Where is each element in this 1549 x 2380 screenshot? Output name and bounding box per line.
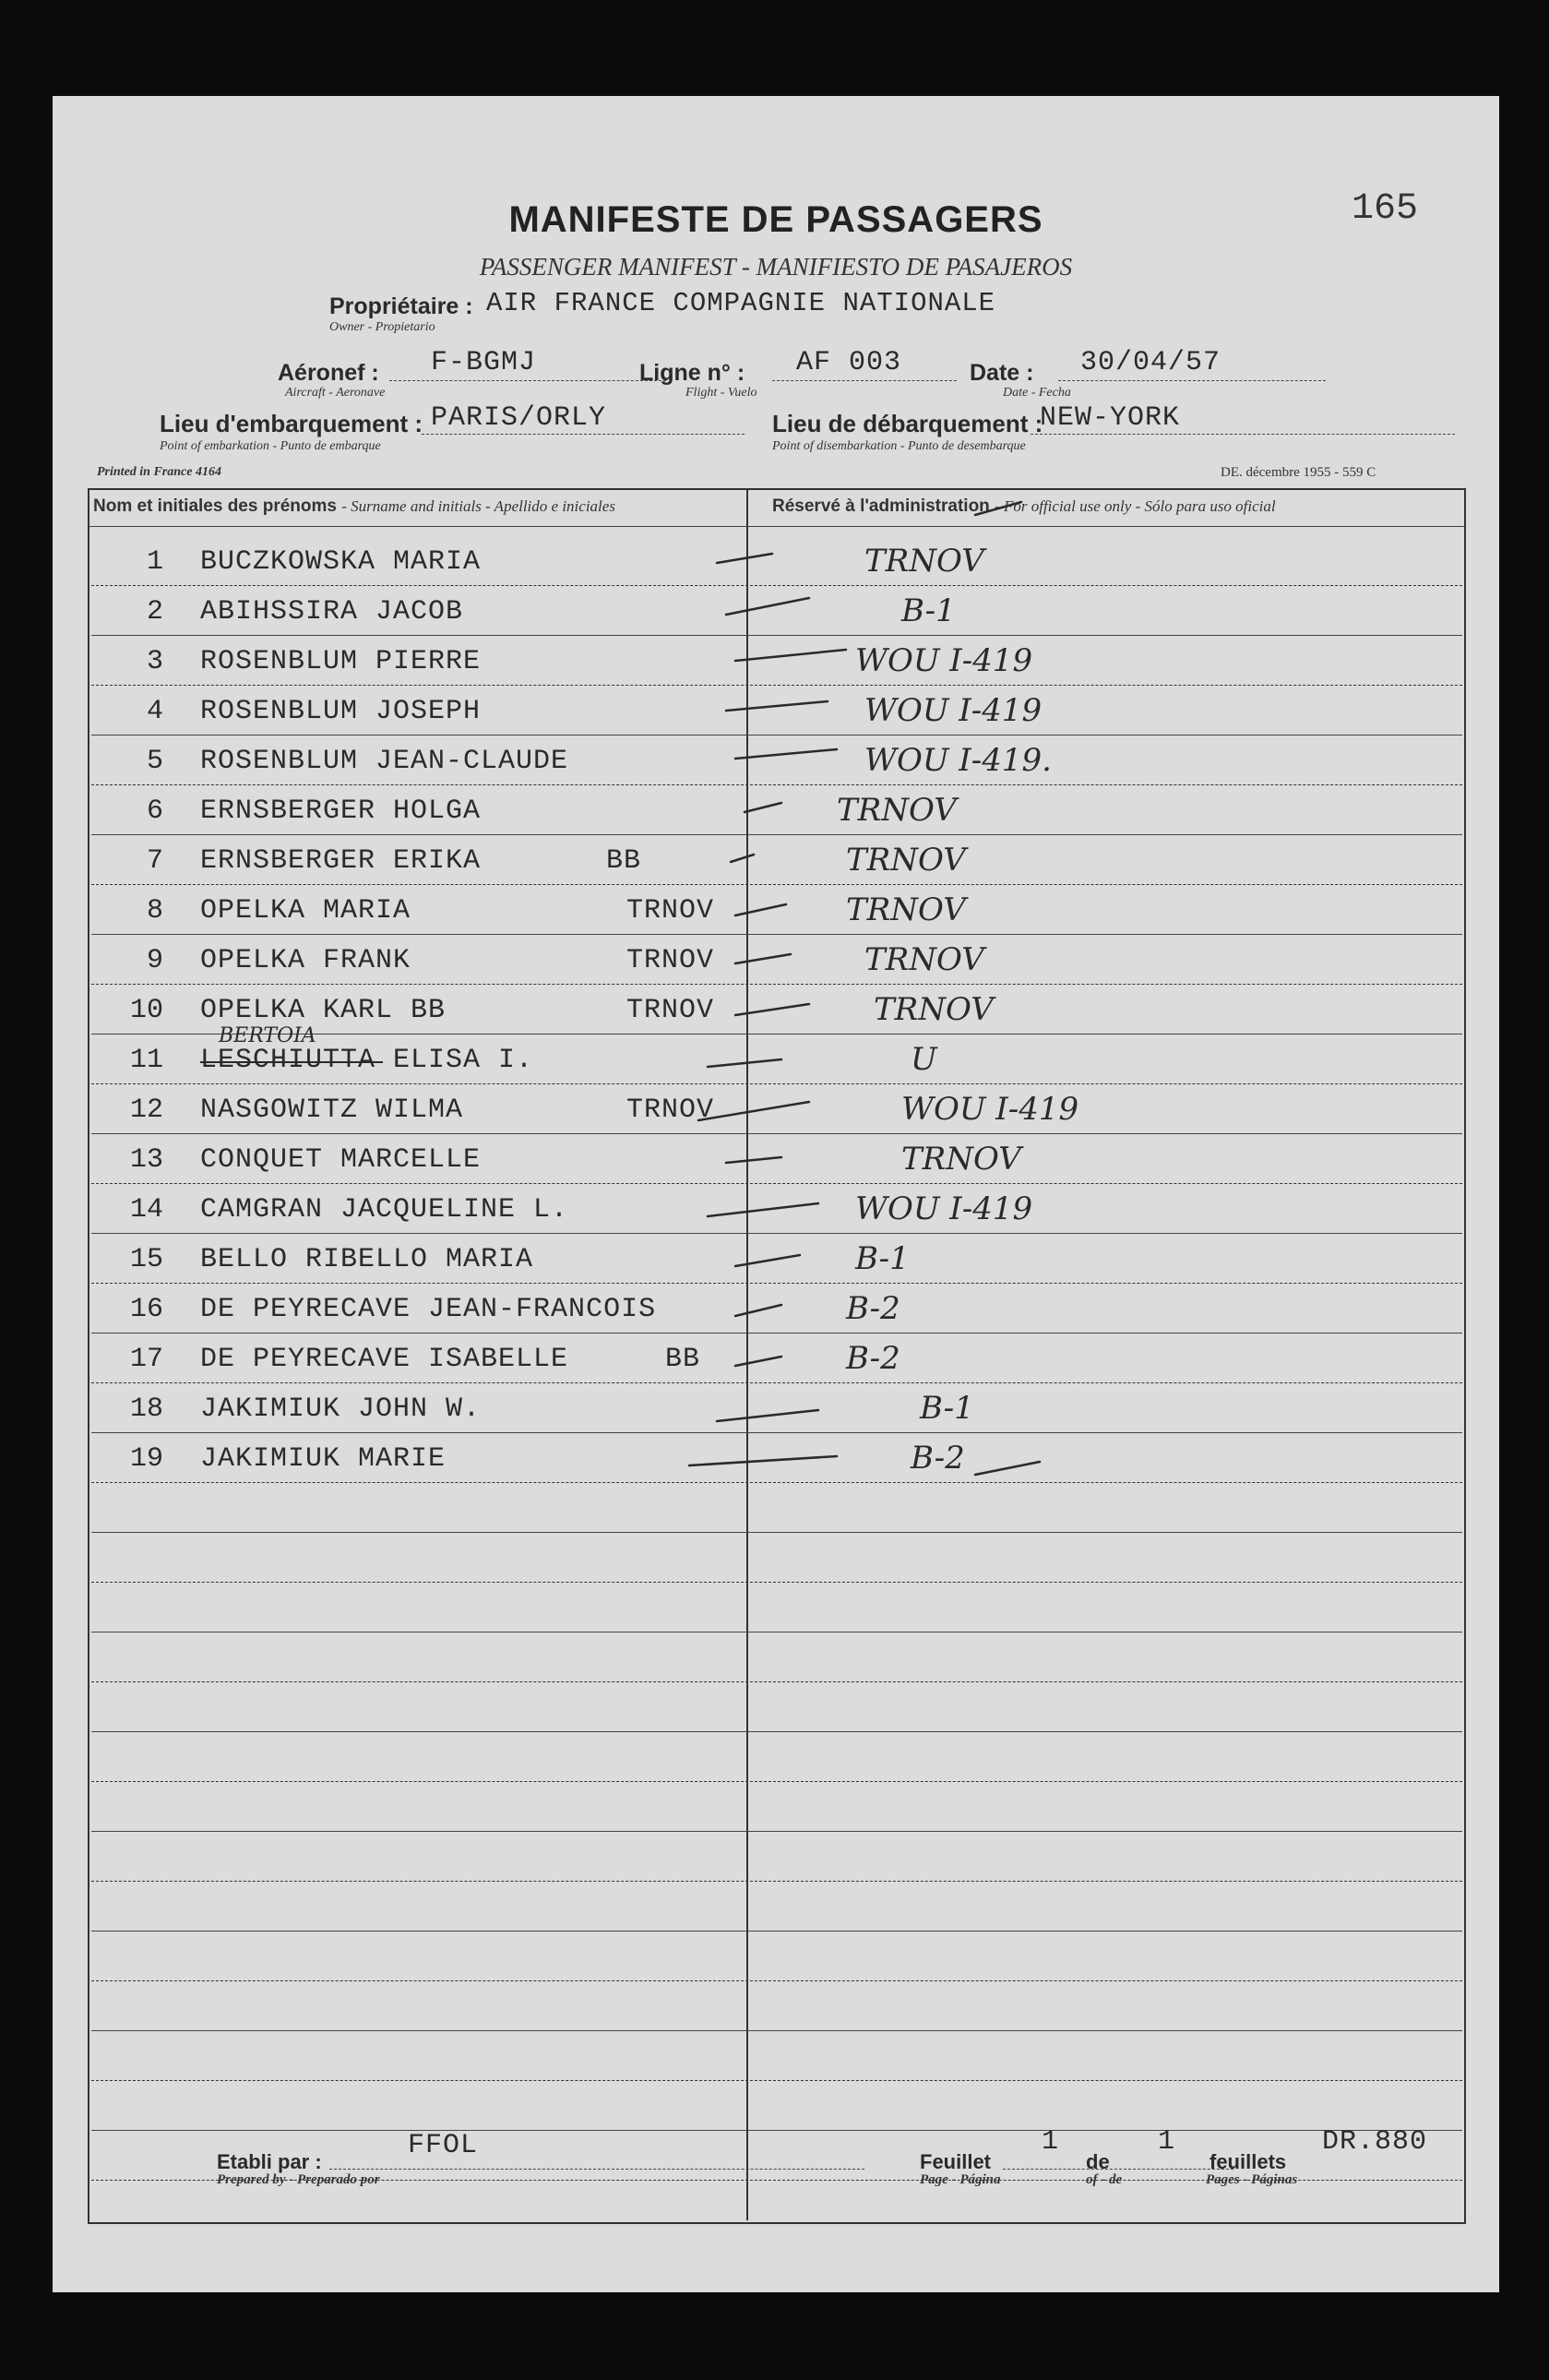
admin-note: B-2	[911, 1440, 965, 1477]
embark-label: Lieu d'embarquement :	[160, 410, 423, 437]
total-value: 1	[1158, 2126, 1176, 2158]
row-number: 2	[146, 596, 163, 628]
passenger-name: OPELKA MARIA	[200, 895, 411, 927]
passenger-name: JAKIMIUK MARIE	[200, 1443, 447, 1475]
flight-value: AF 003	[796, 347, 902, 378]
row-number: 5	[146, 746, 163, 777]
disembark-label: Lieu de débarquement :	[772, 410, 1043, 437]
admin-note: B-2	[846, 1290, 900, 1327]
disembark-sublabel: Point of disembarkation - Punto de desembarque	[772, 439, 1026, 453]
passenger-extra: BB	[606, 845, 642, 877]
pen-stroke	[975, 502, 1021, 515]
sheet-label: Feuillet	[920, 2150, 992, 2173]
row-number: 11	[129, 1045, 163, 1076]
row-number: 8	[146, 895, 163, 927]
form-code: DE. décembre 1955 - 559 C	[1221, 465, 1376, 480]
admin-note: WOU I-419	[864, 692, 1043, 729]
pen-stroke	[735, 1357, 781, 1366]
sheet-underline	[1003, 2169, 1233, 2170]
passenger-name: ERNSBERGER HOLGA	[200, 795, 482, 827]
row-number: 15	[129, 1244, 163, 1275]
col1-header-label: Nom et initiales des prénoms	[93, 496, 337, 516]
prepared-sublabel: Prepared by - Preparado por	[217, 2172, 380, 2187]
row-number: 10	[129, 995, 163, 1026]
row-number: 13	[129, 1144, 163, 1176]
row-number: 17	[129, 1344, 163, 1375]
sheet-value: 1	[1042, 2126, 1060, 2158]
admin-note: B-1	[855, 1240, 910, 1277]
embark-sublabel: Point of embarkation - Punto de embarque	[160, 439, 381, 453]
passenger-name: CAMGRAN JACQUELINE L.	[200, 1194, 569, 1226]
passenger-name: BELLO RIBELLO MARIA	[200, 1244, 534, 1275]
pen-stroke	[735, 1004, 809, 1015]
passenger-name: DE PEYRECAVE JEAN-FRANCOIS	[200, 1294, 657, 1325]
pen-stroke	[698, 1102, 809, 1120]
passenger-name: ROSENBLUM JOSEPH	[200, 696, 482, 727]
admin-note: WOU I-419	[901, 1091, 1079, 1128]
row-number: 19	[129, 1443, 163, 1475]
admin-note: WOU I-419	[855, 1190, 1033, 1227]
passenger-name: ERNSBERGER ERIKA	[200, 845, 482, 877]
pen-stroke	[708, 1059, 781, 1067]
passenger-name: BUCZKOWSKA MARIA	[200, 546, 482, 578]
pen-strokes	[53, 96, 1499, 2292]
passenger-extra: TRNOV	[626, 895, 715, 927]
owner-value: AIR FRANCE COMPAGNIE NATIONALE	[486, 288, 996, 318]
pen-stroke	[689, 1456, 837, 1465]
col1-header-sub: - Surname and initials - Apellido e iniciales	[341, 497, 615, 515]
owner-sublabel: Owner - Propietario	[329, 320, 435, 334]
passenger-name: CONQUET MARCELLE	[200, 1144, 482, 1176]
row11-correction: BERTOIA	[219, 1024, 316, 1047]
flight-label: Ligne n° :	[639, 360, 745, 386]
row-number: 7	[146, 845, 163, 877]
prepared-label: Etabli par :	[217, 2150, 322, 2173]
manifest-sheet	[53, 96, 1499, 2292]
disembark-value: NEW-YORK	[1040, 402, 1181, 434]
passenger-extra: TRNOV	[626, 945, 715, 976]
col2-header-sub: - For official use only - Sólo para uso oficial	[995, 497, 1276, 515]
passenger-extra: TRNOV	[626, 995, 715, 1026]
passenger-name: ROSENBLUM PIERRE	[200, 646, 482, 677]
admin-note: TRNOV	[846, 842, 966, 879]
pen-stroke	[735, 1255, 800, 1266]
pen-stroke	[717, 1410, 818, 1421]
pen-stroke	[735, 650, 846, 661]
aircraft-sublabel: Aircraft - Aeronave	[285, 386, 386, 400]
admin-note: B-2	[846, 1340, 900, 1377]
total-label: feuillets	[1209, 2150, 1287, 2173]
aircraft-value: F-BGMJ	[431, 347, 537, 378]
admin-note: B-1	[901, 592, 956, 629]
reference-code: DR.880	[1322, 2126, 1428, 2158]
passenger-name: DE PEYRECAVE ISABELLE	[200, 1344, 569, 1375]
passenger-name: OPELKA KARL BB	[200, 995, 447, 1026]
printed-note: Printed in France 4164	[97, 465, 221, 479]
row-number: 1	[146, 546, 163, 578]
row-number: 6	[146, 795, 163, 827]
pen-stroke	[731, 855, 754, 862]
aircraft-label: Aéronef :	[278, 360, 379, 386]
row-number: 4	[146, 696, 163, 727]
total-sublabel: Pages - Páginas	[1206, 2172, 1298, 2187]
pen-stroke	[745, 803, 781, 812]
document-title: MANIFESTE DE PASSAGERS	[508, 199, 1043, 240]
of-sublabel: of - de	[1086, 2172, 1123, 2187]
prepared-underline	[329, 2169, 864, 2170]
row-number: 3	[146, 646, 163, 677]
date-value: 30/04/57	[1080, 347, 1221, 378]
admin-note: TRNOV	[864, 941, 984, 978]
pen-stroke	[708, 1203, 818, 1216]
page-number: 165	[1352, 188, 1419, 230]
pen-stroke	[735, 904, 786, 915]
owner-label: Propriétaire :	[329, 293, 473, 319]
prepared-value: FFOL	[408, 2130, 479, 2161]
of-label: de	[1086, 2150, 1110, 2173]
embark-value: PARIS/ORLY	[431, 402, 607, 434]
flight-sublabel: Flight - Vuelo	[685, 386, 757, 400]
row-number: 18	[129, 1393, 163, 1425]
admin-note: TRNOV	[837, 792, 957, 829]
row-number: 12	[129, 1094, 163, 1126]
pen-stroke	[735, 749, 837, 759]
admin-note: U	[911, 1041, 937, 1078]
pen-stroke	[726, 598, 809, 615]
date-label: Date :	[970, 360, 1034, 386]
pen-stroke	[735, 954, 791, 963]
pen-stroke	[726, 701, 828, 711]
passenger-extra: TRNOV	[626, 1094, 715, 1126]
admin-note: TRNOV	[901, 1141, 1021, 1178]
admin-note: TRNOV	[846, 891, 966, 928]
passenger-name: OPELKA FRANK	[200, 945, 411, 976]
passenger-name: JAKIMIUK JOHN W.	[200, 1393, 482, 1425]
admin-note: B-1	[920, 1390, 974, 1427]
row-number: 14	[129, 1194, 163, 1226]
admin-note: TRNOV	[874, 991, 994, 1028]
pen-stroke	[975, 1462, 1040, 1475]
passenger-extra: BB	[665, 1344, 701, 1375]
admin-note: WOU I-419.	[864, 742, 1052, 779]
sheet-sublabel: Page - Página	[920, 2172, 1001, 2187]
row-number: 9	[146, 945, 163, 976]
pen-stroke	[717, 554, 772, 563]
passenger-name: NASGOWITZ WILMA	[200, 1094, 464, 1126]
passenger-name: ROSENBLUM JEAN-CLAUDE	[200, 746, 569, 777]
pen-stroke	[726, 1157, 781, 1163]
passenger-name: ABIHSSIRA JACOB	[200, 596, 464, 628]
col2-header-label: Réservé à l'administration	[772, 496, 990, 516]
pen-stroke	[735, 1305, 781, 1316]
row-number: 16	[129, 1294, 163, 1325]
date-sublabel: Date - Fecha	[1003, 386, 1071, 400]
document-subtitle: PASSENGER MANIFEST - MANIFIESTO DE PASAJEROS	[479, 253, 1073, 281]
admin-note: WOU I-419	[855, 642, 1033, 679]
admin-note: TRNOV	[864, 543, 984, 580]
passenger-name: LESCHIUTTA ELISA I.	[200, 1045, 534, 1076]
